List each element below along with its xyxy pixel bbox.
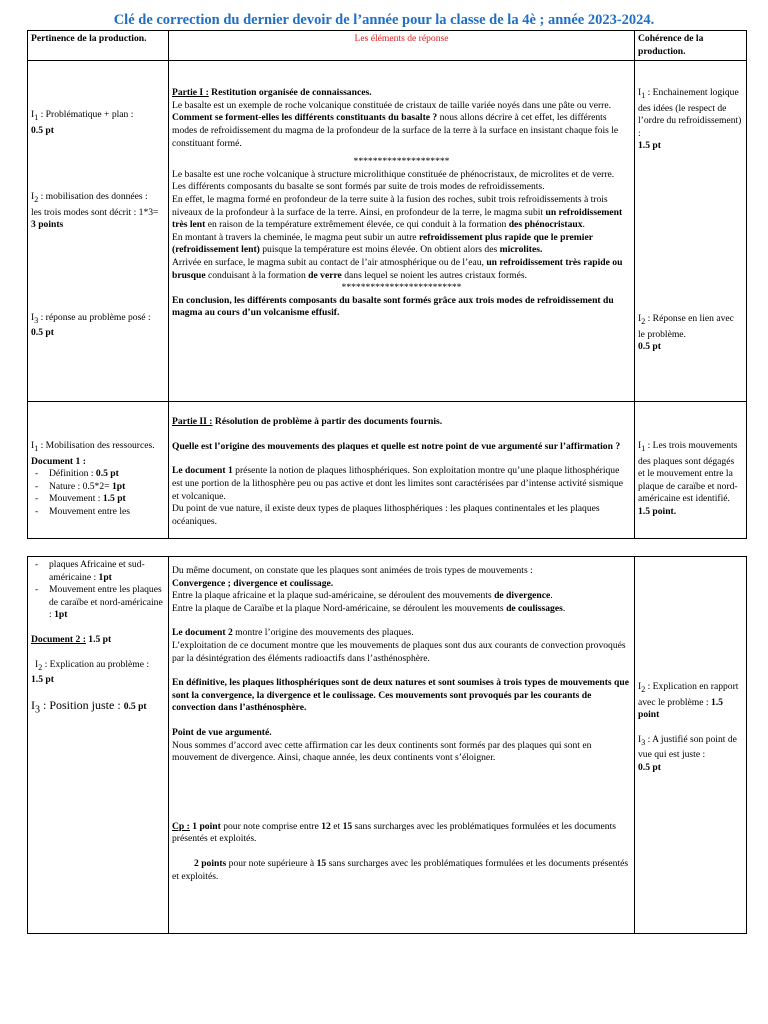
correction-table-page-2 xyxy=(27,556,747,934)
coherence-cell-suite xyxy=(635,557,747,934)
continued-criteria-list xyxy=(31,559,165,622)
separator-stars-2: ************************* xyxy=(341,282,462,294)
mouvements-types: Convergence ; divergence et coulissage. xyxy=(172,577,334,589)
coherence-i2-points: 0.5 pt xyxy=(638,341,661,353)
document-title: Clé de correction du dernier devoir de l’année pour la classe de la 4è ; année 2023-2024. xyxy=(113,12,655,28)
criterion-position-juste: $I_3$ : Position juste : 0.5 pt xyxy=(31,697,147,716)
separator-stars-1: ******************** xyxy=(353,156,450,168)
cp-one-point: Cp : 1 point pour note comprise entre 12 et 15 sans surcharges avec les problématiques formulées et les documents présentés et exploités. xyxy=(172,820,616,845)
pertinence-cell-partie-1 xyxy=(28,61,169,402)
coherence-cell-partie-2 xyxy=(635,402,747,539)
partie-2-question: Quelle est l’origine des mouvements des plaques et quelle est notre point de vue argumenté sur l’affirmation ? xyxy=(172,440,621,452)
partie-1-intro: Le basalte est un exemple de roche volcanique constituée de cristaux de taille variée noyés dans une pâte ou verre. Comment se forment-elles les différents constituants du basalte ? nous allons décrire à cet effet, les différents modes de refroidissement du magma de la profondeur de la surface de la terre à la surface en insistant chaque fois le constituant formé. xyxy=(172,99,619,149)
criterion-i2: $I_2$ : mobilisation des données : xyxy=(31,191,148,205)
criterion-explication: $I_2$ : Explication au problème : xyxy=(35,658,150,672)
header-coherence: Cohérence de la production. xyxy=(635,31,747,61)
criterion-i3: $I_3$ : réponse au problème posé : 0.5 pt xyxy=(31,311,151,339)
criterion-i1-points: 0.5 pt xyxy=(31,124,54,136)
mouvements-intro: Du même document, on constate que les plaques sont animées de trois types de mouvements : xyxy=(172,565,533,576)
paragraph-refroidissement-rapide: En montant à travers la cheminée, le magma peut subir un autre refroidissement plus rapide que le premier (refroidissement lent) puisque la température est moins élevée. On obtient alors des microlites. xyxy=(172,231,593,256)
pertinence-cell-suite xyxy=(28,557,169,934)
partie-1-conclusion: En conclusion, les différents composants du basalte sont formés grâce aux trois modes de refroidissement du magma au cours d’un volcanisme effusif. xyxy=(172,294,614,319)
paragraph-refroidissement-lent: En effet, le magma formé en profondeur de la terre suite à la fusion des roches, subit trois refroidissements à trois niveaux de la profondeur à la surface de la terre. Ainsi, en profondeur de la terre, le magma subit un refroidissement très lent en raison de la température extrêmement élevée, ce qui conduit à la formation des phénocristaux. xyxy=(172,193,623,231)
list-item: - Mouvement entre les plaques de caraïbe et nord-américaine : 1pt xyxy=(49,584,165,622)
partie-1-heading: Partie I : Restitution organisée de connaissances. xyxy=(172,87,372,99)
partie-2-heading: Partie II : Résolution de problème à partir des documents fournis. xyxy=(172,416,443,428)
reponse-cell-suite xyxy=(169,557,635,934)
list-item-continued: - plaques Africaine et sud-américaine : 1pt xyxy=(49,559,165,584)
document-1-analysis: Le document 1 présente la notion de plaques lithosphériques. Son exploitation montre qu’une plaque lithosphérique est une portion de la lithosphère peu ou pas active et dont les limites sont caractérisées par d’intense activité sismique et volcanique. xyxy=(172,465,624,502)
mouvement-coulissage: Entre la plaque de Caraïbe et la plaque Nord-américaine, se déroulent les mouvements de coulissages. xyxy=(172,602,566,614)
coherence-point-de-vue: $I_3$ : A justifié son point de vue qui est juste : xyxy=(638,733,737,761)
cp-two-points: 2 points pour note supérieure à 15 sans surcharges avec les problématiques formulées et les documents présentés et exploités. xyxy=(172,857,629,882)
paragraph-refroidissement-brusque: Arrivée en surface, le magma subit au contact de l’air atmosphérique ou de l’eau, un refroidissement très rapide ou brusque conduisant à la formation de verre dans lequel se noient les autres cristaux formés. xyxy=(172,256,623,281)
coherence-cell-partie-1 xyxy=(635,61,747,402)
table-row-partie-2 xyxy=(28,402,747,539)
list-item: - Mouvement entre les xyxy=(49,506,165,519)
pertinence-cell-partie-2 xyxy=(28,402,169,539)
reponse-cell-partie-1 xyxy=(169,61,635,402)
coherence-i2: $I_2$ : Réponse en lien avec le problème. xyxy=(638,313,734,340)
document-2-analysis: Le document 2 montre l’origine des mouvements des plaques. xyxy=(172,627,414,639)
criterion-i1: $I_1$ : Problématique + plan : xyxy=(31,109,134,123)
mouvement-divergence: Entre la plaque africaine et la plaque sud-américaine, se déroulent des mouvements de divergence. xyxy=(172,590,553,602)
document-1-label: Document 1 : xyxy=(31,455,86,467)
header-pertinence: Pertinence de la production. xyxy=(28,31,169,61)
coherence-i1: $I_1$ : Enchainement logique des idées (le respect de l’ordre du refroidissement) : xyxy=(638,87,742,139)
table-row-partie-1 xyxy=(28,61,747,402)
paragraph-trois-modes: Les différents composants du basalte se sont formés par suite de trois modes de refroidissements. xyxy=(172,181,545,193)
point-de-vue-text: Nous sommes d’accord avec cette affirmation car les deux continents sont formés par des plaques qui sont en mouvement de divergence. Ainsi, chaque année, les deux continents vont s’éloigner. xyxy=(172,739,592,764)
correction-table-page-1 xyxy=(27,30,747,539)
plaques-nature: Du point de vue nature, il existe deux types de plaques lithosphériques : les plaques continentales et les plaques océaniques. xyxy=(172,503,600,527)
table-header-row xyxy=(28,31,747,61)
header-elements-reponse: Les éléments de réponse xyxy=(169,31,635,61)
paragraph-basalte: Le basalte est une roche volcanique à structure microlithique constituée de phénocristaux, de microlites et de verre. xyxy=(172,168,615,180)
coherence-explication: $I_2$ : Explication en rapport avec le problème : 1.5 point xyxy=(638,681,739,721)
criterion-explication-points: 1.5 pt xyxy=(31,674,54,686)
list-item: - Mouvement : 1.5 pt xyxy=(49,493,165,506)
document-1-criteria-list xyxy=(31,468,165,518)
list-item: - Nature : 0.5*2= 1pt xyxy=(49,481,165,494)
table-row-partie-2-suite xyxy=(28,557,747,934)
coherence-point-de-vue-points: 0.5 pt xyxy=(638,761,661,773)
document-2-criterion: Document 2 : 1.5 pt xyxy=(31,633,112,645)
criterion-mobilisation: $I_1$ : Mobilisation des ressources. xyxy=(31,440,155,454)
reponse-cell-partie-2 xyxy=(169,402,635,539)
point-de-vue-title: Point de vue argumenté. xyxy=(172,726,272,738)
criterion-i2-detail: les trois modes sont décrit : 1*3= 3 points xyxy=(31,206,159,231)
list-item: - Définition : 0.5 pt xyxy=(49,468,165,481)
coherence-mouvements: $I_1$ : Les trois mouvements des plaques sont dégagés et le mouvement entre la plaque de caraïbe et nord-américaine est identifié. 1.5 point. xyxy=(638,440,738,518)
coherence-i1-points: 1.5 pt xyxy=(638,140,661,152)
partie-2-conclusion: En définitive, les plaques lithosphériques sont de deux natures et sont soumises à trois types de mouvements que sont la convergence, la divergence et le coulissage. Ces mouvements sont provoqués par les courants de convection dans l’asthénosphère. xyxy=(172,677,629,714)
document-2-exploitation: L’exploitation de ce document montre que les mouvements de plaques sont dus aux courants de convection provoqués par la désintégration des éléments radioactifs dans l’asthénosphère. xyxy=(172,639,626,664)
